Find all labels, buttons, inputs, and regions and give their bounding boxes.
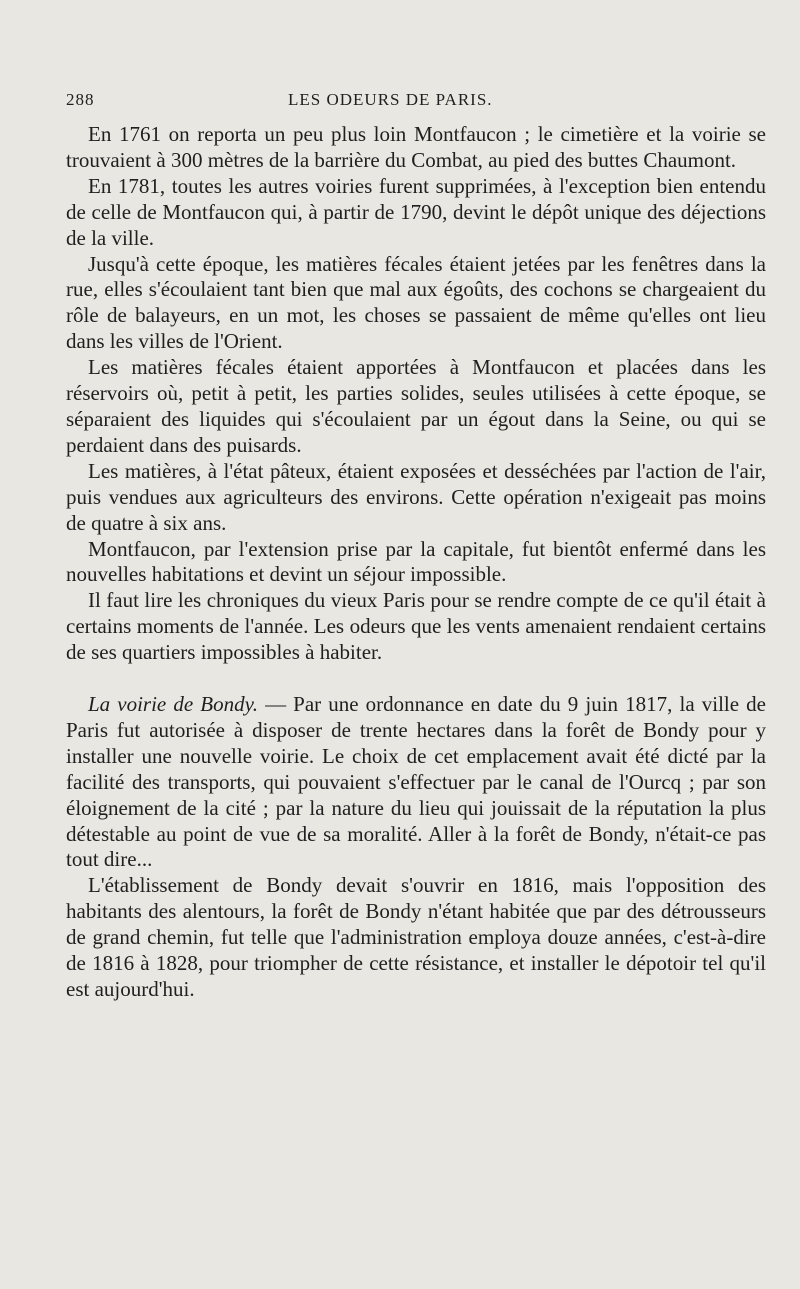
section-paragraph (66, 692, 766, 873)
paragraph: En 1781, toutes les autres voiries furent supprimées, à l'exception bien entendu de celle de Montfaucon qui, à partir de 1790, devint le dépôt unique des déjections de la ville. (66, 173, 766, 250)
paragraph: Les matières fécales étaient apportées à Montfaucon et placées dans les réservoirs où, petit à petit, les parties solides, seules utilisées à cette époque, se séparaient des liquides qui s'écoulaient par un égout dans la Seine, ou qui se perdaient dans des puisards. (66, 355, 766, 457)
page-number: 288 (66, 90, 95, 109)
paragraph: Jusqu'à cette époque, les matières fécales étaient jetées par les fenêtres dans la rue, elles s'écoulaient tant bien que mal aux égoûts, des cochons se chargeaient du rôle de balayeurs, en un mot, les choses se passaient de même qu'elles ont lieu dans les villes de l'Orient. (66, 251, 766, 354)
paragraph: En 1761 on reporta un peu plus loin Montfaucon ; le cimetière et la voirie se trouvaient à 300 mètres de la barrière du Combat, au pied des buttes Chaumont. (66, 122, 766, 172)
body-text (66, 122, 766, 1003)
section-intro: — Par une ordonnance en date du 9 juin 1817, la ville de Paris fut autorisée à disposer de trente hectares dans la forêt de Bondy pour y installer une nouvelle voirie. Le choix de cet emplacement avait été dicté par la facilité des transports, qui pouvaient s'effectuer par le canal de l'Ourcq ; par son éloignement de la cité ; par la nature du lieu qui jouissait de la réputation la plus détestable au point de vue de sa moralité. Aller à la forêt de Bondy, n'était-ce pas tout dire... (66, 692, 766, 872)
page-header (66, 90, 766, 114)
paragraph: Les matières, à l'état pâteux, étaient exposées et desséchées par l'action de l'air, puis vendues aux agriculteurs des environs. Cette opération n'exigeait pas moins de quatre à six ans. (66, 458, 766, 535)
section-spacer (66, 666, 766, 692)
paragraph: Montfaucon, par l'extension prise par la capitale, fut bientôt enfermé dans les nouvelles habitations et devint un séjour impossible. (66, 536, 766, 587)
running-head: LES ODEURS DE PARIS. (288, 90, 493, 109)
paragraph: Il faut lire les chroniques du vieux Paris pour se rendre compte de ce qu'il était à certains moments de l'année. Les odeurs que les vents amenaient rendaient certains de ses quartiers impossibles à habiter. (66, 588, 766, 665)
paragraph: L'établissement de Bondy devait s'ouvrir en 1816, mais l'opposition des habitants des alentours, la forêt de Bondy n'étant habitée que par des détrousseurs de grand chemin, fut telle que l'administration employa douze années, c'est-à-dire de 1816 à 1828, pour triompher de cette résistance, et installer le dépotoir tel qu'il est aujourd'hui. (66, 873, 766, 1001)
section-title: La voirie de Bondy. (88, 692, 258, 717)
